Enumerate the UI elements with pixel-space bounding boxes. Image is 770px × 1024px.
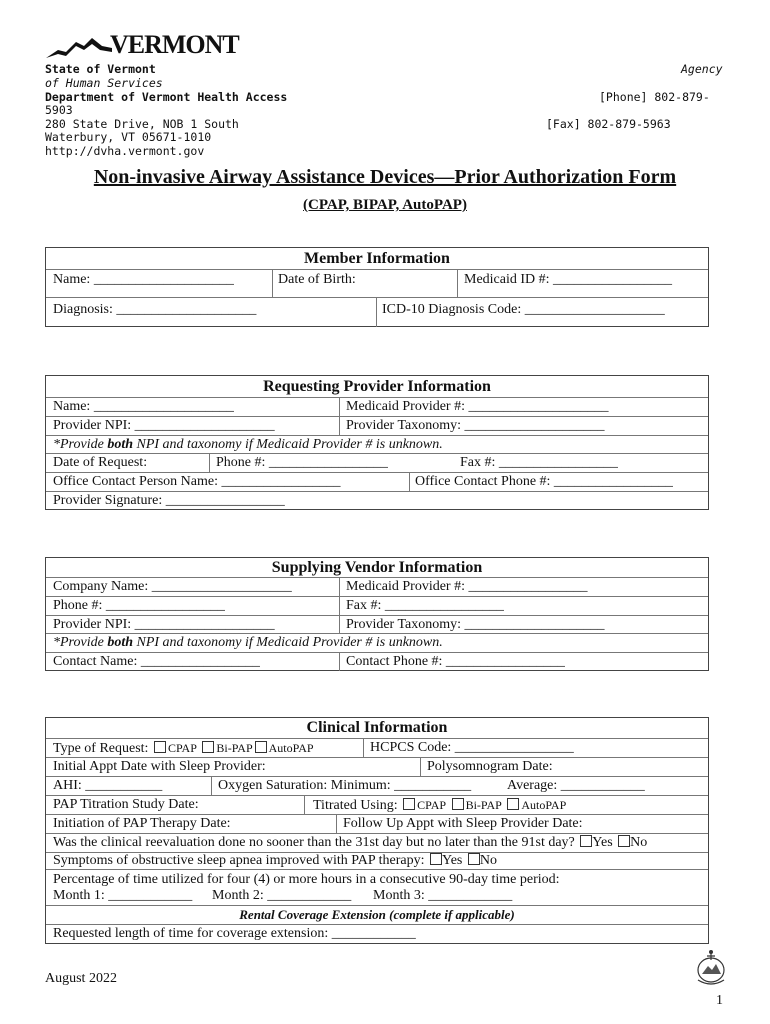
- vendor-phone-field[interactable]: Phone #: _________________: [53, 598, 225, 613]
- polysomnogram-date-field[interactable]: Polysomnogram Date:: [427, 759, 553, 774]
- month-1-field[interactable]: Month 1: ____________: [53, 888, 193, 903]
- agency-line: of Human Services: [45, 76, 163, 90]
- address-line-1: 280 State Drive, NOB 1 South: [45, 117, 239, 131]
- website-link[interactable]: http://dvha.vermont.gov: [45, 144, 205, 158]
- dept-line: Department of Vermont Health Access: [45, 90, 288, 104]
- titrated-cpap-checkbox[interactable]: [403, 798, 415, 810]
- member-medicaid-id-field[interactable]: Medicaid ID #: _________________: [464, 272, 673, 287]
- symptoms-no-checkbox[interactable]: [468, 853, 480, 865]
- fax-line: [Fax] 802-879-5963: [546, 117, 671, 131]
- request-type-label: Type of Request:: [53, 741, 149, 756]
- provider-fax-field[interactable]: Fax #: _________________: [460, 455, 618, 470]
- office-contact-phone-field[interactable]: Office Contact Phone #: _________________: [415, 474, 673, 489]
- provider-taxonomy-field[interactable]: Provider Taxonomy: ____________________: [346, 418, 605, 433]
- followup-date-field[interactable]: Follow Up Appt with Sleep Provider Date:: [343, 816, 583, 831]
- form-subtitle: (CPAP, BIPAP, AutoPAP): [303, 197, 467, 213]
- clinical-info-title: Clinical Information: [306, 719, 448, 736]
- titrated-using-label: Titrated Using:: [313, 798, 398, 813]
- member-dob-field[interactable]: Date of Birth:: [278, 272, 356, 287]
- hcpcs-code-field[interactable]: HCPCS Code: _________________: [370, 740, 574, 755]
- vendor-contact-name-field[interactable]: Contact Name: _________________: [53, 654, 260, 669]
- phone-line: [Phone] 802-879-: [599, 90, 710, 104]
- provider-info-section: [45, 375, 709, 510]
- titrated-cpap-label: CPAP: [417, 798, 447, 812]
- initiation-date-field[interactable]: Initiation of PAP Therapy Date:: [53, 816, 231, 831]
- reeval-yes-label: Yes: [592, 835, 613, 850]
- requested-length-field[interactable]: Requested length of time for coverage extension: ____________: [53, 926, 416, 941]
- rental-extension-heading: Rental Coverage Extension (complete if applicable): [239, 907, 515, 922]
- titrated-bipap-label: Bi-PAP: [465, 798, 502, 812]
- provider-date-field[interactable]: Date of Request:: [53, 455, 148, 470]
- o2-average-field[interactable]: Average: ____________: [507, 778, 645, 793]
- bipap-option-label: Bi-PAP: [216, 741, 253, 755]
- footer-date: August 2022: [45, 971, 117, 986]
- autopap-checkbox[interactable]: [255, 741, 267, 753]
- provider-npi-note: *Provide both NPI and taxonomy if Medicaid Provider # is unknown.: [53, 437, 443, 452]
- mountain-logo-icon: [44, 32, 114, 60]
- provider-phone-field[interactable]: Phone #: _________________: [216, 455, 388, 470]
- provider-name-field[interactable]: Name: ____________________: [53, 399, 234, 414]
- cpap-option-label: CPAP: [167, 741, 197, 755]
- logo-wordmark: VERMONT: [110, 30, 239, 59]
- vendor-taxonomy-field[interactable]: Provider Taxonomy: ____________________: [346, 617, 605, 632]
- page-number: 1: [716, 993, 723, 1008]
- reevaluation-question: Was the clinical reevaluation done no sooner than the 31st day but no later than the 91st day?: [53, 835, 575, 850]
- symptoms-question: Symptoms of obstructive sleep apnea improved with PAP therapy:: [53, 853, 425, 868]
- titrated-using-row: [313, 796, 566, 815]
- vendor-fax-field[interactable]: Fax #: _________________: [346, 598, 504, 613]
- autopap-option-label: AutoPAP: [268, 741, 314, 755]
- member-diagnosis-field[interactable]: Diagnosis: ____________________: [53, 302, 257, 317]
- titrated-autopap-checkbox[interactable]: [507, 798, 519, 810]
- agency-word: Agency: [681, 62, 723, 76]
- titrated-autopap-label: AutoPAP: [521, 798, 567, 812]
- symptoms-yes-label: Yes: [441, 853, 463, 868]
- member-info-section: [45, 247, 709, 327]
- vendor-company-field[interactable]: Company Name: ____________________: [53, 579, 292, 594]
- titrated-bipap-checkbox[interactable]: [452, 798, 464, 810]
- symptoms-yes-checkbox[interactable]: [430, 853, 442, 865]
- provider-npi-field[interactable]: Provider NPI: ____________________: [53, 418, 275, 433]
- vendor-npi-field[interactable]: Provider NPI: ____________________: [53, 617, 275, 632]
- symptoms-row: [53, 852, 497, 870]
- vermont-logo: [44, 30, 239, 60]
- month-3-field[interactable]: Month 3: ____________: [373, 888, 513, 903]
- office-contact-name-field[interactable]: Office Contact Person Name: _________________: [53, 474, 341, 489]
- member-info-title: Member Information: [304, 250, 450, 267]
- reeval-no-checkbox[interactable]: [618, 835, 630, 847]
- request-type-row: [53, 739, 314, 758]
- vendor-contact-phone-field[interactable]: Contact Phone #: _________________: [346, 654, 565, 669]
- form-title: Non-invasive Airway Assistance Devices—Prior Authorization Form: [93, 166, 677, 188]
- cpap-checkbox[interactable]: [154, 741, 166, 753]
- o2-min-field[interactable]: Oxygen Saturation: Minimum: ___________: [218, 778, 472, 793]
- percentage-question: Percentage of time utilized for four (4) or more hours in a consecutive 90-day time period:: [53, 872, 560, 887]
- initial-appt-field[interactable]: Initial Appt Date with Sleep Provider:: [53, 759, 266, 774]
- vendor-medicaid-field[interactable]: Medicaid Provider #: _________________: [346, 579, 588, 594]
- ahi-field[interactable]: AHI: ___________: [53, 778, 163, 793]
- bipap-checkbox[interactable]: [202, 741, 214, 753]
- vendor-info-title: Supplying Vendor Information: [271, 559, 483, 576]
- reeval-yes-checkbox[interactable]: [580, 835, 592, 847]
- state-line: State of Vermont: [45, 62, 156, 76]
- vendor-npi-note: *Provide both NPI and taxonomy if Medicaid Provider # is unknown.: [53, 635, 443, 650]
- provider-medicaid-field[interactable]: Medicaid Provider #: ____________________: [346, 399, 609, 414]
- symptoms-no-label: No: [479, 853, 497, 868]
- provider-signature-field[interactable]: Provider Signature: _________________: [53, 493, 285, 508]
- member-icd10-field[interactable]: ICD-10 Diagnosis Code: ____________________: [382, 302, 665, 317]
- clinical-info-section: [45, 717, 709, 944]
- address-line-2: Waterbury, VT 05671-1010: [45, 130, 212, 144]
- reevaluation-row: [53, 834, 647, 852]
- vendor-info-section: [45, 557, 709, 671]
- titration-date-field[interactable]: PAP Titration Study Date:: [53, 797, 199, 812]
- phone-cont: 5903: [45, 103, 73, 117]
- provider-info-title: Requesting Provider Information: [263, 378, 491, 395]
- reeval-no-label: No: [630, 835, 648, 850]
- state-seal-icon: [694, 948, 728, 986]
- member-name-field[interactable]: Name: ____________________: [53, 272, 234, 287]
- month-2-field[interactable]: Month 2: ____________: [212, 888, 352, 903]
